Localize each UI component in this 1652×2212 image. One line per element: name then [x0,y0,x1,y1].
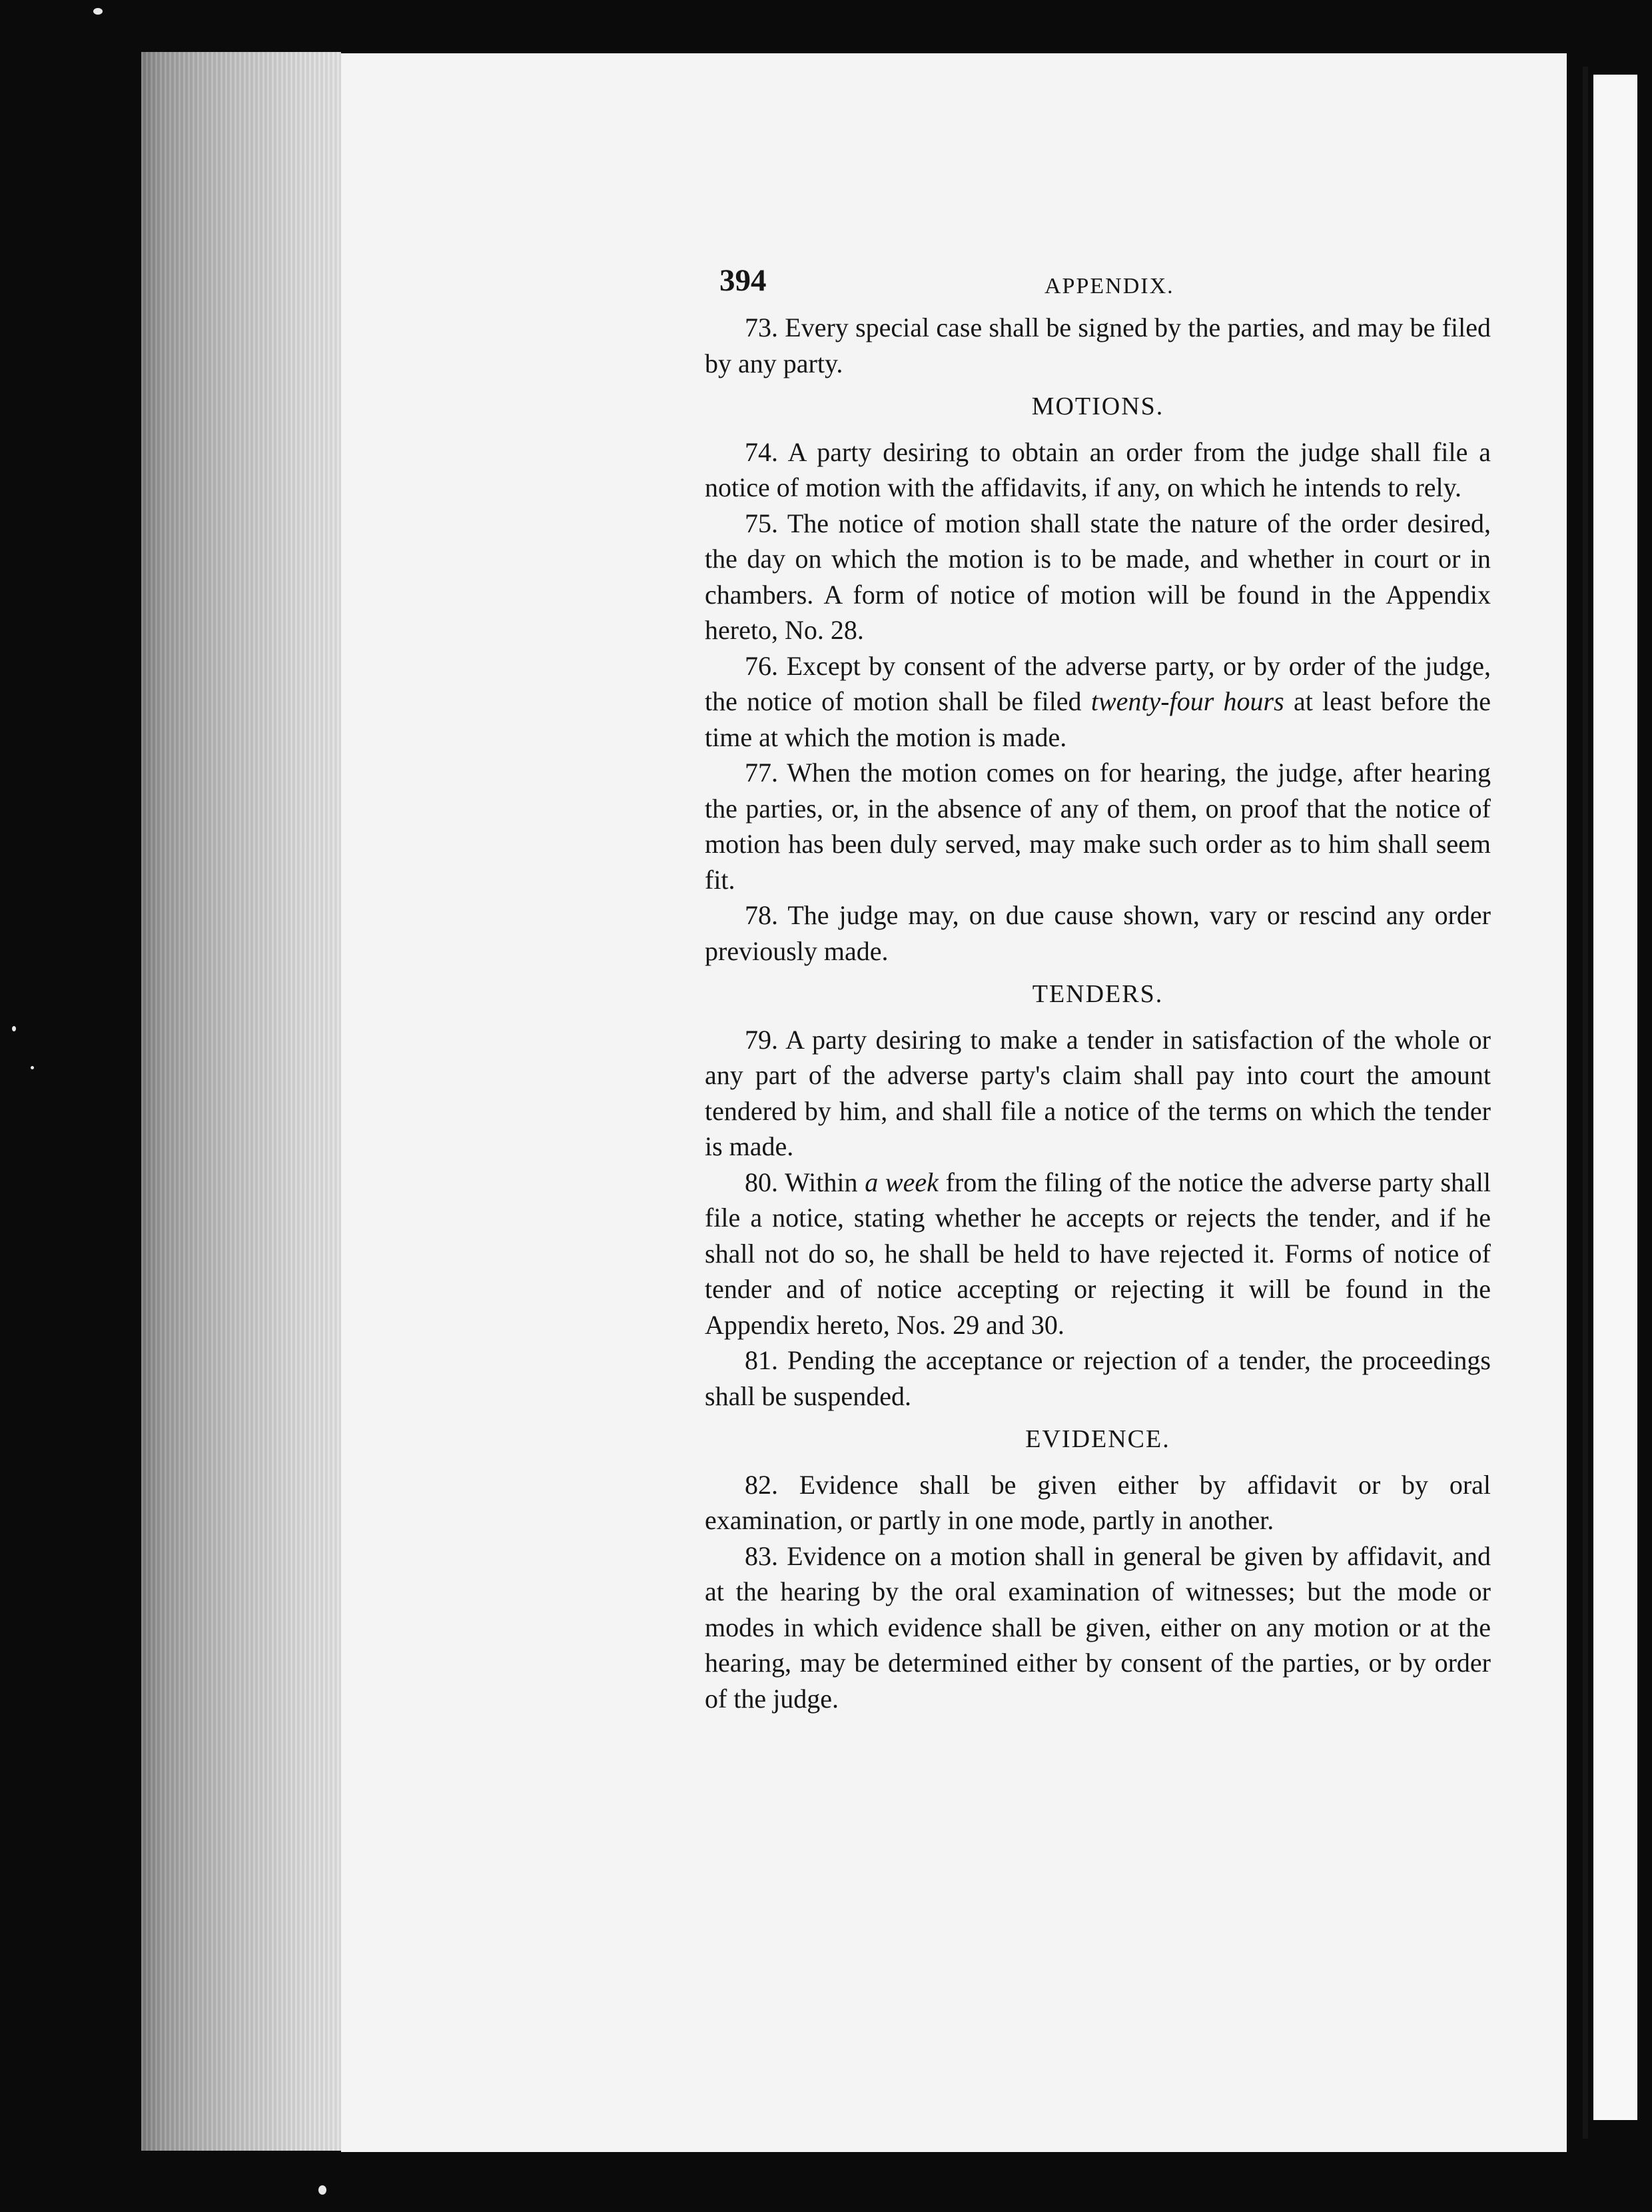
rule-number: 73. [745,312,778,342]
dust-speck [12,1026,16,1031]
rule-number: 77. [745,758,778,788]
rule-text: The judge may, on due cause shown, vary or rescind any order previously made. [705,900,1491,966]
section-heading: MOTIONS. [1031,392,1164,420]
rule-text: at least before the time at which the motion is made. [705,686,1491,752]
rule-paragraph [705,506,1491,648]
rule-paragraph [705,755,1491,897]
rule-paragraph [705,897,1491,969]
rule-paragraph [705,1538,1491,1717]
gutter-shadow [1583,67,1588,2139]
dust-speck [318,2185,326,2195]
rule-emphasis: a week [865,1167,939,1197]
section-heading: EVIDENCE. [1025,1425,1170,1453]
rule-paragraph [705,1343,1491,1414]
running-head [705,257,1491,310]
rule-number: 79. [745,1024,778,1055]
section-heading: TENDERS. [1032,980,1164,1008]
rule-text: Except by consent of the adverse party, or by order of the judge, the notice of motion shall be filed [705,650,1491,716]
rule-text: A party desiring to obtain an order from the judge shall file a notice of motion with the affidavits, if any, on which he intends to rely. [705,436,1491,502]
rule-text: Evidence shall be given either by affidavit or by oral examination, or partly in one mode, partly in another. [705,1469,1491,1535]
rule-text: Every special case shall be signed by the parties, and may be filed by any party. [705,312,1491,378]
rule-paragraph [705,1165,1491,1343]
rule-emphasis: twenty-four hours [1090,686,1284,716]
rule-number: 83. [745,1540,778,1571]
text-column [705,257,1491,1716]
rule-text: from the filing of the notice the adverse party shall file a notice, stating whether he accepts or rejects the tender, and if he shall not do so, he shall be held to have rejected it. Forms of notice of tender and of notice accepting or rejecting it will be found in the Appendix hereto, Nos. 29 and 30. [705,1167,1491,1340]
rule-text: When the motion comes on for hearing, the judge, after hearing the parties, or, in the absence of any of them, on proof that the notice of motion has been duly served, may make such order as to him shall seem fit. [705,758,1491,895]
dust-speck [31,1066,34,1069]
rule-number: 78. [745,900,778,930]
page-edge-texture [141,52,341,2151]
rule-number: 81. [745,1345,778,1375]
rule-text: Pending the acceptance or rejection of a tender, the proceedings shall be suspended. [705,1345,1491,1411]
rule-text: A party desiring to make a tender in satisfaction of the whole or any part of the adverse party's claim shall pay into court the amount tendered by him, and shall file a notice of the terms on which the tender is made. [705,1024,1491,1161]
dust-speck [93,8,103,15]
facing-page-edge [1593,75,1637,2120]
running-title: APPENDIX. [1044,274,1174,298]
rule-text: Evidence on a motion shall in general be given by affidavit, and at the hearing by the oral examination of witnesses; but the mode or modes in which evidence shall be given, either on any motion or at the hearing, may be determined either by consent of the parties, or by order of the judge. [705,1540,1491,1714]
rule-paragraph [705,434,1491,506]
rule-text: Within [785,1167,865,1197]
rule-paragraph [705,1467,1491,1538]
rule-paragraph [705,1022,1491,1165]
rule-number: 75. [745,508,778,538]
rule-text: The notice of motion shall state the nature of the order desired, the day on which the motion is to be made, and whether in court or in chambers. A form of notice of motion will be found in the Appendix hereto, No. 28. [705,508,1491,645]
rule-paragraph [705,310,1491,381]
page-number: 394 [719,263,767,298]
page-edge-stack [141,52,341,2151]
rule-number: 76. [745,650,778,681]
rule-number: 82. [745,1469,778,1500]
rule-number: 80. [745,1167,778,1197]
rule-paragraph [705,648,1491,756]
rule-number: 74. [745,436,778,467]
